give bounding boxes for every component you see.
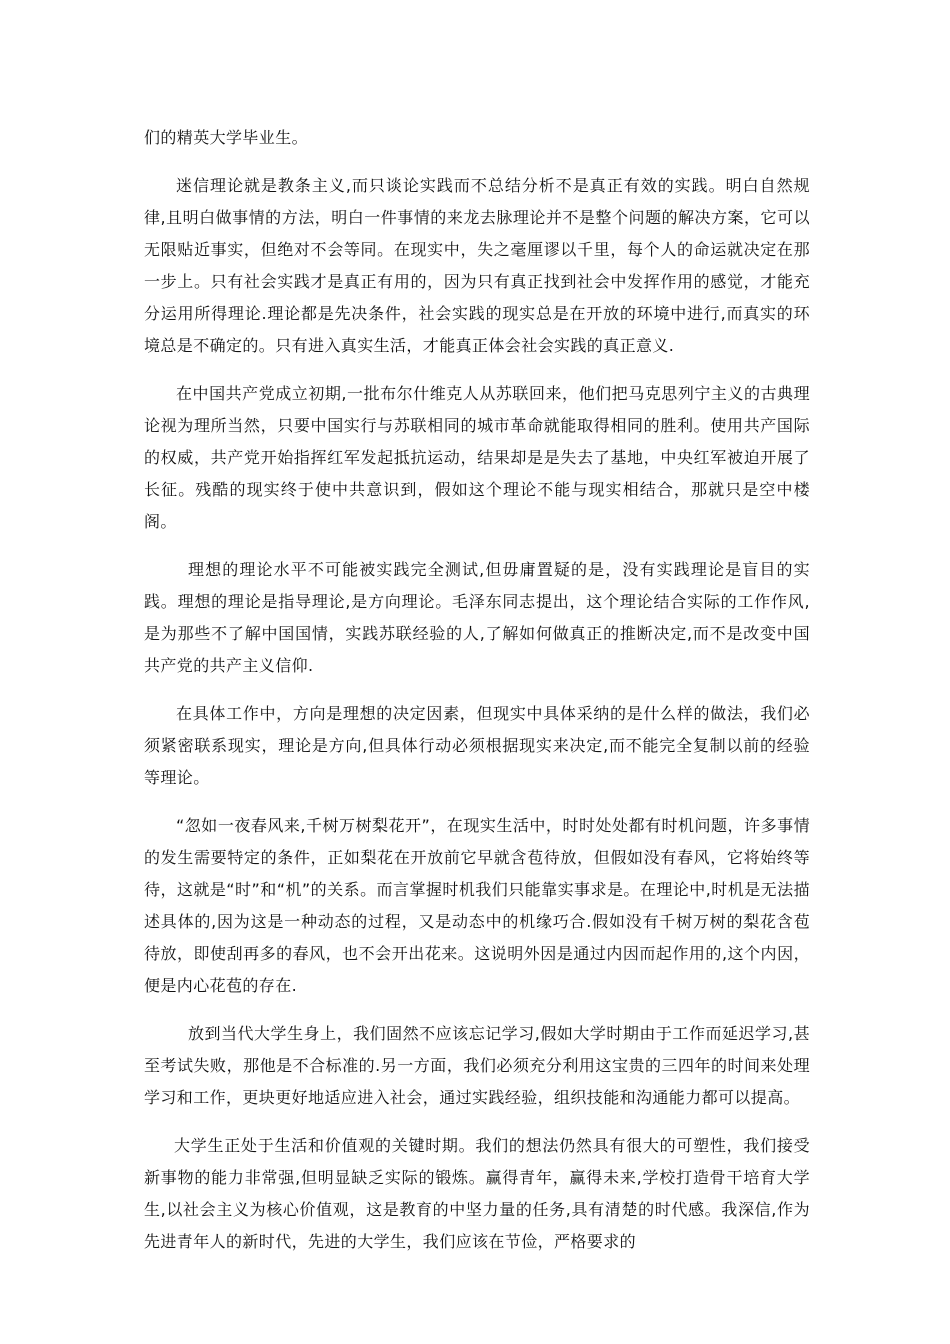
paragraph-party-history: 在中国共产党成立初期,一批布尔什维克人从苏联回来，他们把马克思列宁主义的古典理论视为理所当然，只要中国实行与苏联相同的城市革命就能取得相同的胜利。使用共产国际的权威，共产党开始指挥红军发起抵抗运动，结果却是是失去了基地，中央红军被迫开展了长征。残酷的现实终于使中共意识到，假如这个理论不能与现实相结合，那就只是空中楼阁。 <box>144 384 810 531</box>
paragraph-timing: “忽如一夜春风来,千树万树梨花开”，在现实生活中，时时处处都有时机问题，许多事情的发生需要特定的条件，正如梨花在开放前它早就含苞待放，但假如没有春风，它将始终等待，这就是“时”和“机”的关系。而言掌握时机我们只能靠实事求是。在理论中,时机是无法描述具体的,因为这是一种动态的过程，又是动态中的机缘巧合.假如没有千树万树的梨花含苞待放，即使刮再多的春风，也不会开出花来。这说明外因是通过内因而起作用的,这个内因，便是内心花苞的存在. <box>144 816 810 995</box>
paragraph-concrete-work: 在具体工作中，方向是理想的决定因素，但现实中具体采纳的是什么样的做法，我们必须紧密联系现实，理论是方向,但具体行动必须根据现实来决定,而不能完全复制以前的经验等理论。 <box>144 704 810 787</box>
document-page <box>144 122 810 1274</box>
paragraph-college-students: 放到当代大学生身上，我们固然不应该忘记学习,假如大学时期由于工作而延迟学习,甚至考试失败，那他是不合标准的.另一方面，我们必须充分利用这宝贵的三四年的时间来处理学习和工作，更块更好地适应进入社会，通过实践经验，组织技能和沟通能力都可以提高。 <box>144 1024 810 1107</box>
paragraph-ideal-theory: 理想的理论水平不可能被实践完全测试,但毋庸置疑的是，没有实践理论是盲目的实践。理想的理论是指导理论,是方向理论。毛泽东同志提出，这个理论结合实际的工作作风,是为那些不了解中国国情，实践苏联经验的人,了解如何做真正的推断决定,而不是改变中国共产党的共产主义信仰. <box>144 560 810 675</box>
paragraph-continuation: 们的精英大学毕业生。 <box>144 128 309 147</box>
paragraph-superstition-theory: 迷信理论就是教条主义,而只谈论实践而不总结分析不是真正有效的实践。明白自然规律,且明白做事情的方法，明白一件事情的来龙去脉理论并不是整个问题的解决方案，它可以无限贴近事实，但绝对不会等同。在现实中，失之毫厘谬以千里，每个人的命运就决定在那一步上。只有社会实践才是真正有用的，因为只有真正找到社会中发挥作用的感觉，才能充分运用所得理论.理论都是先决条件，社会实践的现实总是在开放的环境中进行,而真实的环境总是不确定的。只有进入真实生活，才能真正体会社会实践的真正意义. <box>144 176 810 355</box>
paragraph-values: 大学生正处于生活和价值观的关键时期。我们的想法仍然具有很大的可塑性，我们接受新事物的能力非常强,但明显缺乏实际的锻炼。赢得青年，赢得未来,学校打造骨干培育大学生,以社会主义为核心价值观，这是教育的中坚力量的任务,具有清楚的时代感。我深信,作为先进青年人的新时代，先进的大学生，我们应该在节俭，严格要求的 <box>144 1136 810 1251</box>
